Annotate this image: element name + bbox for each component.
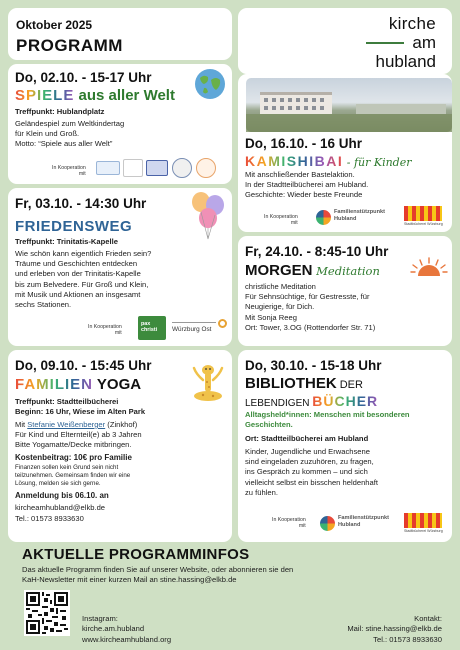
- event-date: Fr, 03.10. - 14:30 Uhr: [15, 196, 147, 211]
- partner-wuerzburg-ost: [172, 316, 228, 340]
- event-desc: [15, 420, 142, 451]
- contact-mail[interactable]: Mail: stine.hassing@elkb.de: [347, 624, 442, 634]
- partner-logo: [123, 159, 143, 177]
- event-date: Do, 16.10. - 16 Uhr: [245, 136, 363, 151]
- brand-line-3: hubland: [375, 52, 436, 71]
- event-card-meditation: [238, 236, 452, 346]
- event-location: Ort: Stadtteilbücherei am Hubland: [245, 434, 369, 443]
- event-title: [245, 262, 380, 280]
- footer-social: [82, 614, 171, 645]
- partner-name: Familienstützpunkt: [338, 515, 389, 521]
- desc-suffix: (Zinkhof): [105, 420, 138, 429]
- coop-line: mit: [290, 220, 298, 227]
- title-main: BIBLIOTHEK: [245, 375, 337, 392]
- title-colored-word: KAMISHIBAI: [245, 153, 344, 169]
- desc-line: Neugierige, für Dich.: [245, 302, 315, 312]
- partner-logo: [172, 158, 192, 178]
- event-date: Do, 02.10. - 15-17 Uhr: [15, 70, 152, 85]
- signup-email[interactable]: kircheamhubland@elkb.de: [15, 503, 106, 512]
- desc-line: Ort: Tower, 3.OG (Rottendorfer Str. 71): [245, 322, 376, 332]
- partner-logo: [196, 158, 216, 178]
- partner-logo: [96, 161, 120, 175]
- meeting-point: Treffpunkt: Trinitatis-Kapelle: [15, 237, 118, 246]
- brand-logo: [238, 8, 452, 74]
- partner-stadtbuecherei: [404, 206, 444, 228]
- brand-divider: [366, 42, 404, 44]
- desc-line: Kinder, Jugendliche und Erwachsene: [245, 447, 370, 456]
- title-rest: - für Kinder: [343, 156, 412, 169]
- desc-line: Geländespiel zum Weltkindertag: [15, 119, 125, 128]
- desc-line: Für Kind und Elternteil(e) ab 3 Jahren: [15, 430, 142, 440]
- event-title: [15, 87, 175, 104]
- note-line: teilzunehmen. Gemeinsam finden wir eine: [15, 472, 131, 479]
- desc-line: Bitte Yogamatte/Decke mitbringen.: [15, 440, 132, 450]
- partner-familienstuetzpunkt: [320, 514, 400, 536]
- desc-line: Mit anschließender Bastelaktion.: [245, 170, 355, 179]
- globe-icon: [194, 68, 226, 105]
- note-line: Lösung, melden sie sich gerne.: [15, 480, 101, 487]
- cooperation-label: [88, 324, 122, 336]
- title-rest: Meditation: [312, 264, 380, 278]
- partner-name: Stadtbücherei Würzburg: [404, 529, 443, 533]
- title-colored-word: FAMILIEN: [15, 376, 93, 393]
- instagram-label: Instagram:: [82, 614, 118, 623]
- event-desc: [245, 447, 378, 498]
- title-rest: aus aller Welt: [74, 87, 175, 104]
- stripes-icon: [404, 513, 442, 528]
- family-icon: [316, 210, 331, 225]
- header-block: [8, 8, 232, 60]
- desc-line: mit Musik und Aktionen an insgesamt: [15, 289, 141, 299]
- signup-info: Anmeldung bis 06.10. an: [15, 491, 109, 500]
- footer-contact: [347, 614, 442, 645]
- title-colored-word: SPIELE: [15, 87, 75, 104]
- instagram-handle[interactable]: kirche.am.hubland: [82, 624, 145, 634]
- event-card-yoga: [8, 350, 232, 542]
- coop-line: mit: [114, 330, 122, 337]
- desc-line: Träume und Geschichten entdecken: [15, 259, 138, 269]
- start-info: Beginn: 16 Uhr, Wiese im Alten Park: [15, 407, 146, 416]
- partner-familienstuetzpunkt: [316, 208, 396, 228]
- event-card-kamishibai: [238, 74, 452, 232]
- note-line: Finanzen sollen kein Grund sein nicht: [15, 464, 119, 471]
- footer-line: Das aktuelle Programm finden Sie auf unserer Website, oder abonnieren sie den: [22, 565, 294, 574]
- partner-logo: [146, 160, 168, 176]
- coop-line: mit: [78, 171, 86, 178]
- desc-line: christliche Meditation: [245, 282, 316, 291]
- coop-line: In Kooperation: [88, 324, 122, 330]
- partner-name: pax christi: [141, 321, 158, 333]
- coop-line: In Kooperation: [272, 517, 306, 523]
- title-rest: YOGA: [93, 376, 142, 393]
- ring-icon: [218, 319, 227, 328]
- event-card-bibliothek: [238, 350, 452, 542]
- event-card-spiele: [8, 64, 232, 184]
- footer-info: [0, 546, 460, 650]
- cooperation-label: [264, 214, 298, 226]
- title-rest: DER: [336, 379, 363, 391]
- footer-title: AKTUELLE PROGRAMMINFOS: [22, 546, 250, 563]
- website-link[interactable]: www.kircheamhubland.org: [82, 634, 172, 644]
- partner-logos: [96, 157, 226, 179]
- desc-prefix: Mit: [15, 420, 28, 429]
- event-title: [15, 376, 141, 394]
- desc-line: sechs Stationen.: [15, 300, 72, 310]
- coop-line: In Kooperation: [264, 214, 298, 220]
- coop-line: In Kooperation: [52, 165, 86, 171]
- page-title: PROGRAMM: [16, 36, 123, 55]
- desc-line: [15, 420, 142, 430]
- cooperation-label: [52, 165, 86, 177]
- partner-name: Hubland: [334, 216, 357, 222]
- partner-pax-christi: [138, 316, 166, 340]
- desc-line: zu fühlen.: [245, 487, 278, 497]
- event-date: Do, 09.10. - 15:45 Uhr: [15, 358, 152, 373]
- footer-line: KaH-Newsletter mit einer kurzen Mail an stine.hassing@elkb.de: [22, 575, 237, 585]
- desc-line: sind eingeladen zuzuhören, zu fragen,: [245, 457, 374, 467]
- title-colored-word: BÜCHER: [312, 393, 379, 409]
- desc-line: ins Gespräch zu kommen – und sich: [245, 467, 368, 477]
- event-title: FRIEDENSWEG: [15, 218, 133, 235]
- meeting-point: Treffpunkt: Stadtteilbücherei: [15, 397, 119, 406]
- cooperation-label: [272, 517, 306, 529]
- cost-info: Kostenbeitrag: 10€ pro Familie: [15, 453, 132, 462]
- title-main: MORGEN: [245, 262, 313, 279]
- event-desc: [15, 119, 124, 150]
- sunrise-icon: [410, 256, 448, 283]
- event-subtitle: Alltagsheld*innen: Menschen mit besonderen Geschichten.: [245, 410, 410, 429]
- desc-line: und erleben von der Trinitatis-Kapelle: [15, 269, 141, 279]
- event-desc: [245, 282, 375, 333]
- partner-name: Stadtbücherei Würzburg: [404, 222, 443, 226]
- brand-line-2: am: [412, 33, 436, 52]
- title-rest: LEBENDIGEN: [245, 398, 313, 409]
- balloons-icon: [188, 191, 228, 246]
- brand-line-1: kirche: [388, 14, 436, 33]
- desc-line: bis zum Belvedere. Für Groß und Klein,: [15, 279, 149, 289]
- coop-line: mit: [298, 523, 306, 530]
- stripes-icon: [404, 206, 442, 221]
- desc-line: In der Stadtteilbücherei am Hubland.: [245, 180, 369, 190]
- desc-line: für Klein und Groß.: [15, 129, 80, 139]
- desc-line: Geschichte: Wieder beste Freunde: [245, 190, 363, 200]
- building-photo-icon: [246, 78, 452, 132]
- giraffe-yoga-icon: [190, 362, 226, 407]
- family-icon: [320, 516, 335, 531]
- event-photo: [246, 78, 452, 132]
- partner-name: Familienstützpunkt: [334, 209, 385, 215]
- event-title: [245, 153, 412, 171]
- event-desc: [15, 249, 151, 310]
- contact-phone[interactable]: Tel.: 01573 8933630: [373, 634, 442, 644]
- signup-phone[interactable]: Tel.: 01573 8933630: [15, 514, 84, 523]
- event-title-line2: [245, 393, 378, 411]
- contact-label: Kontakt:: [414, 614, 442, 623]
- cost-note: [15, 464, 130, 488]
- partner-stadtbuecherei: [404, 513, 444, 537]
- desc-line: Für Sehnsüchtige, für Gestresste, für: [245, 292, 370, 302]
- partner-name: Hubland: [338, 522, 361, 528]
- desc-line: vielleicht selbst ein bisschen heldenhaft: [245, 477, 378, 487]
- desc-line: Motto: “Spiele aus aller Welt”: [15, 139, 113, 149]
- event-card-friedensweg: [8, 188, 232, 346]
- qr-code-icon: [24, 590, 70, 636]
- desc-line: Mit Sonja Reeg: [245, 312, 297, 322]
- event-title: [245, 375, 363, 393]
- partner-name: Würzburg Ost: [172, 326, 212, 333]
- partner-rule: [172, 322, 216, 323]
- footer-text: [22, 565, 293, 586]
- instructor-link[interactable]: Stefanie Weißenberger: [27, 420, 106, 429]
- month-label: Oktober 2025: [16, 18, 93, 32]
- event-date: Do, 30.10. - 15-18 Uhr: [245, 358, 382, 373]
- event-date: Fr, 24.10. - 8:45-10 Uhr: [245, 244, 389, 259]
- desc-line: Wie schön kann eigentlich Frieden sein?: [15, 249, 152, 258]
- meeting-point: Treffpunkt: Hublandplatz: [15, 107, 105, 116]
- event-desc: [245, 170, 368, 201]
